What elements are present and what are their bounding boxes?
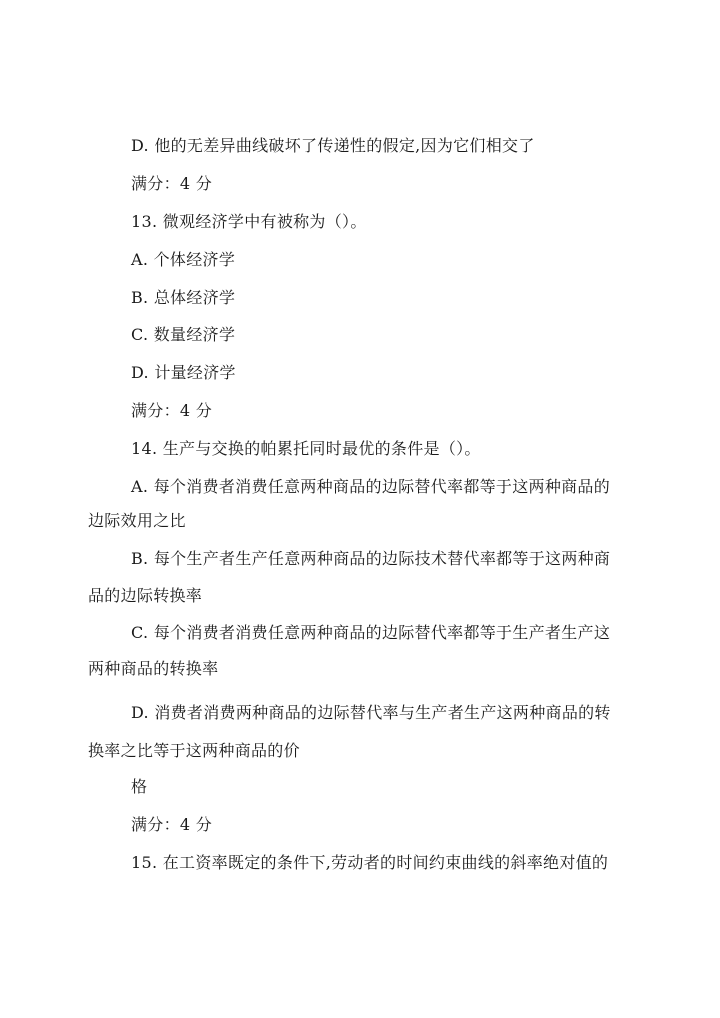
q14-option-c: C. 每个消费者消费任意两种商品的边际替代率都等于生产者生产这 bbox=[131, 623, 611, 642]
q14-option-d-cont: 换率之比等于这两种商品的价 bbox=[88, 741, 300, 760]
q13-score: 满分：4 分 bbox=[131, 401, 213, 420]
q13-option-a: A. 个体经济学 bbox=[131, 250, 236, 269]
q14-option-b: B. 每个生产者生产任意两种商品的边际技术替代率都等于这两种商 bbox=[131, 549, 611, 568]
q14-option-a: A. 每个消费者消费任意两种商品的边际替代率都等于这两种商品的 bbox=[131, 477, 611, 496]
q14-option-d: D. 消费者消费两种商品的边际替代率与生产者生产这两种商品的转 bbox=[131, 703, 611, 722]
q15-question: 15. 在工资率既定的条件下,劳动者的时间约束曲线的斜率绝对值的 bbox=[131, 853, 609, 872]
q14-score: 满分：4 分 bbox=[131, 815, 213, 834]
q14-question: 14. 生产与交换的帕累托同时最优的条件是（）。 bbox=[131, 439, 481, 458]
q14-option-a-cont: 边际效用之比 bbox=[88, 511, 186, 530]
q13-option-c: C. 数量经济学 bbox=[131, 325, 236, 344]
q13-question: 13. 微观经济学中有被称为（）。 bbox=[131, 212, 367, 231]
q13-option-d: D. 计量经济学 bbox=[131, 363, 236, 382]
q12-score: 满分：4 分 bbox=[131, 174, 213, 193]
q14-option-b-cont: 品的边际转换率 bbox=[88, 586, 203, 605]
q12-option-d: D. 他的无差异曲线破坏了传递性的假定,因为它们相交了 bbox=[131, 136, 535, 155]
q14-option-d-tail: 格 bbox=[131, 777, 148, 796]
q13-option-b: B. 总体经济学 bbox=[131, 288, 236, 307]
q14-option-c-cont: 两种商品的转换率 bbox=[88, 659, 219, 678]
